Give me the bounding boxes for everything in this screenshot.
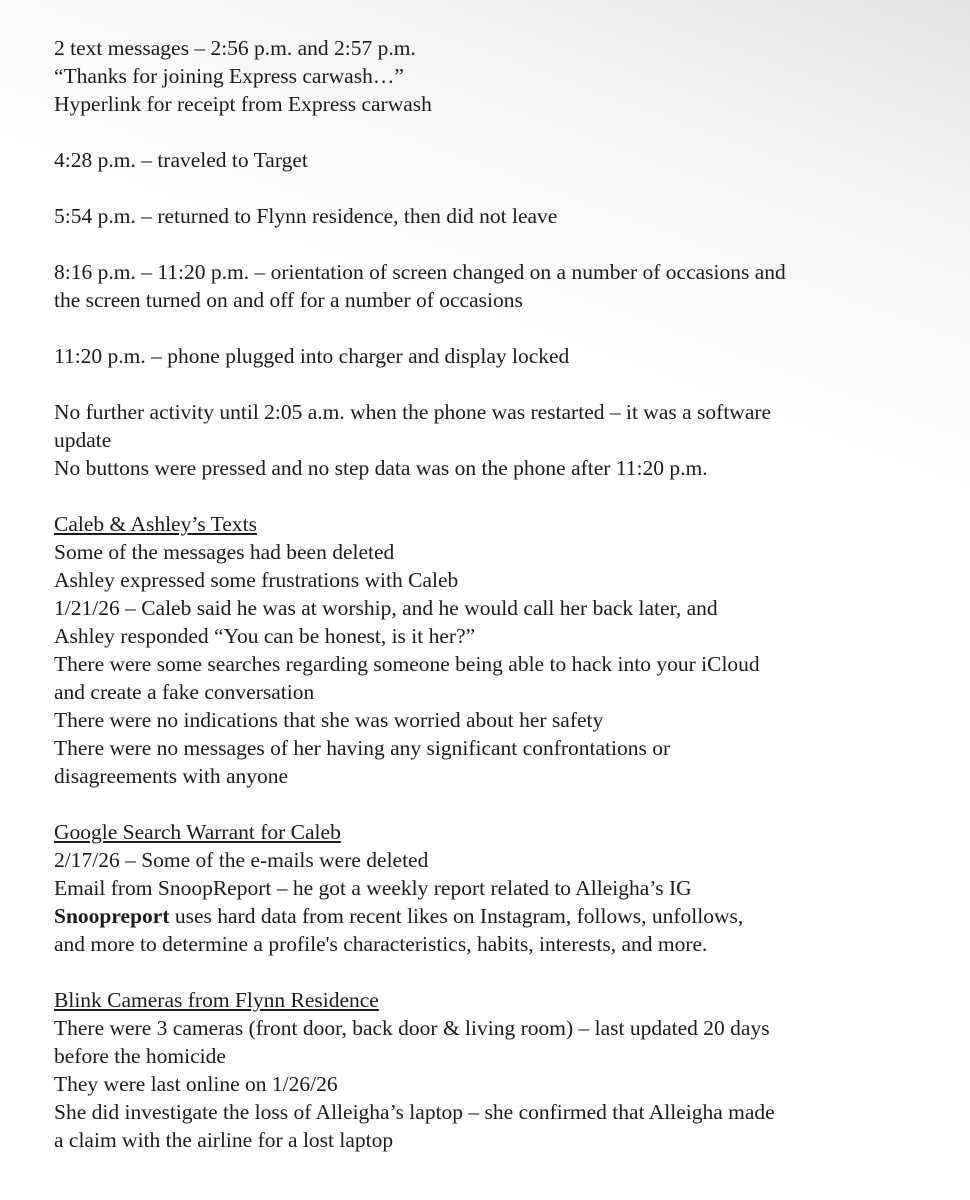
text-line: before the homicide [54,1044,226,1068]
document-body [54,34,966,1154]
text-line: “Thanks for joining Express carwash…” [54,64,404,88]
text-line: There were 3 cameras (front door, back door & living room) – last updated 20 days [54,1016,770,1040]
paragraph-gap [54,370,966,398]
text-line: 2 text messages – 2:56 p.m. and 2:57 p.m. [54,36,416,60]
paragraph-gap [54,230,966,258]
paragraph-gap [54,482,966,510]
paragraph-gap [54,174,966,202]
text-line: Ashley expressed some frustrations with Caleb [54,568,459,592]
text-line: 11:20 p.m. – phone plugged into charger and display locked [54,344,570,368]
text-line: and more to determine a profile's characteristics, habits, interests, and more. [54,932,708,956]
text-line: Some of the messages had been deleted [54,540,395,564]
section-heading-blink: Blink Cameras from Flynn Residence [54,988,379,1012]
snoopreport-bold-term: Snoopreport [54,904,170,928]
section-heading-google: Google Search Warrant for Caleb [54,820,341,844]
text-line: They were last online on 1/26/26 [54,1072,338,1096]
text-line: She did investigate the loss of Alleigha’s laptop – she confirmed that Alleigha made [54,1100,775,1124]
text-line: disagreements with anyone [54,764,289,788]
text-line: Hyperlink for receipt from Express carwash [54,92,432,116]
paragraph-gap [54,118,966,146]
text-line: 8:16 p.m. – 11:20 p.m. – orientation of screen changed on a number of occasions and [54,260,786,284]
text-line: There were no indications that she was worried about her safety [54,708,604,732]
text-line: No further activity until 2:05 a.m. when the phone was restarted – it was a software [54,400,772,424]
text-line: Email from SnoopReport – he got a weekly report related to Alleigha’s IG [54,876,692,900]
text-line: a claim with the airline for a lost laptop [54,1128,394,1152]
paragraph-gap [54,314,966,342]
snoopreport-description: uses hard data from recent likes on Instagram, follows, unfollows, [169,904,744,928]
text-line: update [54,428,112,452]
paragraph-gap [54,790,966,818]
text-line: There were some searches regarding someone being able to hack into your iCloud [54,652,760,676]
text-line: 2/17/26 – Some of the e-mails were deleted [54,848,429,872]
section-heading-texts: Caleb & Ashley’s Texts [54,512,257,536]
text-line: 4:28 p.m. – traveled to Target [54,148,308,172]
paragraph-gap [54,958,966,986]
text-line: 5:54 p.m. – returned to Flynn residence, then did not leave [54,204,558,228]
snoopreport-line [54,902,966,930]
text-line: and create a fake conversation [54,680,315,704]
text-line: Ashley responded “You can be honest, is it her?” [54,624,476,648]
text-line: There were no messages of her having any significant confrontations or [54,736,671,760]
text-line: the screen turned on and off for a number of occasions [54,288,523,312]
text-line: 1/21/26 – Caleb said he was at worship, and he would call her back later, and [54,596,718,620]
text-line: No buttons were pressed and no step data was on the phone after 11:20 p.m. [54,456,708,480]
